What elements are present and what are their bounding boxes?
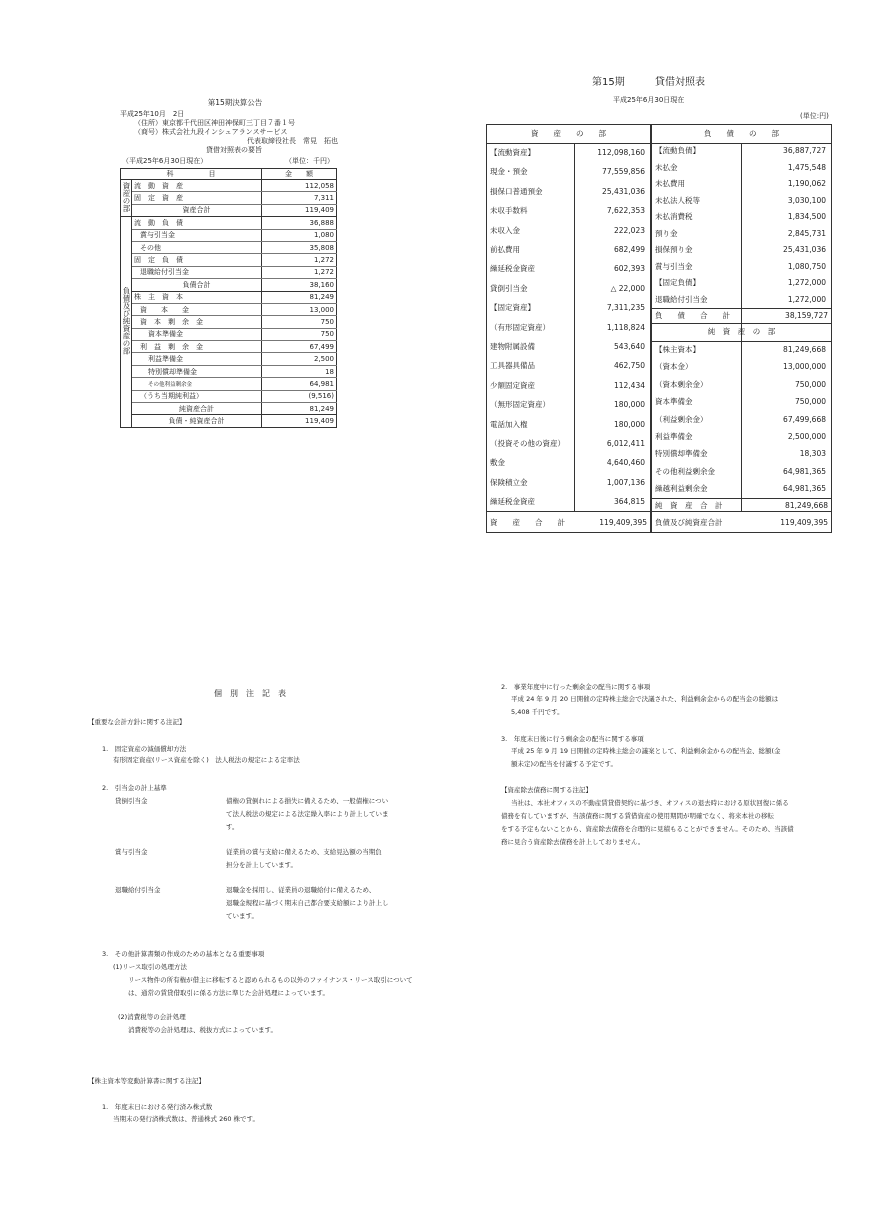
summary-row-label: 退職給付引当金 xyxy=(132,266,262,278)
summary-company: （商号）株式会社九段インシュアランスサービス xyxy=(134,128,288,136)
notes-section-equity: 【株主資本等変動計算書に関する注記】 xyxy=(88,1077,205,1085)
bs-row xyxy=(487,162,650,181)
bs-row-amount: 180,000 xyxy=(613,400,645,410)
notes-item-3-2: (2)消費税等の会計処理 xyxy=(118,1013,186,1021)
summary-row-label: 特別償却準備金 xyxy=(132,365,262,377)
bs-row-label: その他利益剰余金 xyxy=(655,466,715,476)
notes-retirement-line: ています。 xyxy=(226,912,258,920)
bs-row xyxy=(652,209,831,226)
bs-row-label: 退職給付引当金 xyxy=(655,294,708,304)
summary-row-label: 株 主 資 本 xyxy=(132,291,262,303)
bs-row-amount: 81,249,668 xyxy=(783,345,826,354)
bs-row xyxy=(652,376,831,393)
bs-row-amount: 25,431,036 xyxy=(783,245,826,254)
bs-liab-header: 負 債 の 部 xyxy=(652,125,831,144)
notes-dividend-item-3: 3. 年度末日後に行う剰余金の配当に関する事項 xyxy=(501,735,644,743)
bs-row xyxy=(652,275,831,292)
bs-row-label: 前払費用 xyxy=(490,245,520,254)
bs-row-amount: 602,393 xyxy=(613,264,645,274)
bs-row xyxy=(652,226,831,243)
bs-row-label: 工具器具備品 xyxy=(490,361,535,371)
summary-row-label: 利益準備金 xyxy=(132,353,262,365)
bs-row-amount: 13,000,000 xyxy=(783,362,826,372)
bs-row xyxy=(652,242,831,259)
bs-row xyxy=(487,143,650,162)
bs-row-amount: 64,981,365 xyxy=(783,466,826,476)
bs-row xyxy=(487,395,650,414)
summary-row-amount: 64,981 xyxy=(262,378,337,390)
bs-row-amount: 77,559,856 xyxy=(602,167,645,177)
bs-row-label: 建物附属設備 xyxy=(490,342,535,351)
summary-group-liabilities: 負債及び純資産の部 xyxy=(121,217,132,428)
summary-row-amount: 18 xyxy=(262,365,337,377)
bs-row-amount: △ 22,000 xyxy=(610,283,645,293)
summary-row-amount: 38,160 xyxy=(262,279,337,291)
bs-equity-total-label: 純 資 産 合 計 xyxy=(655,501,723,510)
bs-row-label: （有形固定資産） xyxy=(490,322,550,332)
notes-item-3-1: (1)リース取引の処理方法 xyxy=(113,963,187,971)
bs-liabilities-column xyxy=(652,125,831,532)
bs-row-amount: 3,030,100 xyxy=(787,195,826,205)
bs-row-amount: 1,190,062 xyxy=(787,179,826,188)
notes-item-3-2-text: 消費税等の会計処理は、税抜方式によっています。 xyxy=(128,1026,277,1034)
bs-row xyxy=(487,473,650,492)
summary-row-amount: 119,409 xyxy=(262,204,337,216)
bs-row xyxy=(652,411,831,428)
summary-row-amount: 1,272 xyxy=(262,254,337,266)
summary-row-amount: 119,409 xyxy=(262,415,337,427)
notes-item-2: 2. 引当金の計上基準 xyxy=(102,784,167,792)
bs-row xyxy=(652,143,831,160)
summary-title: 第15期決算公告 xyxy=(207,98,263,107)
bs-row-label: 【固定負債】 xyxy=(655,278,700,287)
notes-section-accounting: 【重要な会計方針に関する注記】 xyxy=(88,718,186,726)
bs-row-label: 繰越利益剰余金 xyxy=(655,484,708,494)
notes-section-aro: 【資産除去債務に関する注記】 xyxy=(501,786,592,794)
notes-item-3-1-text: リース物件の所有権が借主に移転すると認められるもの以外のファイナンス・リース取引について xyxy=(128,976,413,984)
notes-item-1-text: 有形固定資産(リース資産を除く) 法人税法の規定による定率法 xyxy=(113,756,300,764)
summary-row-label: 資産合計 xyxy=(132,204,262,216)
notes-aro-line: 当社は、本社オフィスの不動産賃貸借契約に基づき、オフィスの退去時における原状回復に係る xyxy=(511,799,789,807)
bs-row-label: （資本金） xyxy=(655,362,693,372)
summary-table xyxy=(120,168,337,428)
summary-col-item: 科 目 xyxy=(121,169,262,180)
bs-assets-total xyxy=(487,511,650,534)
bs-row xyxy=(487,492,650,511)
bs-row-label: 【固定資産】 xyxy=(490,303,535,313)
bs-as-of: 平成25年6月30日現在 xyxy=(613,96,685,104)
summary-row-amount: 1,272 xyxy=(262,266,337,278)
bs-row xyxy=(487,434,650,453)
notes-dividend-item-3-text: 平成 25 年 9 月 19 日開催の定時株主総会の議案として、利益剰余金からの配当金、総額(金 xyxy=(511,747,781,755)
bs-row-label: 利益準備金 xyxy=(655,432,693,441)
notes-aro-line: 債務を有していますが、当該債務に関する賃借資産の使用期間が明確でなく、将来本社の移転 xyxy=(501,812,774,820)
bs-assets-divider xyxy=(574,143,575,511)
bs-row-label: （投資その他の資産） xyxy=(490,439,565,448)
bs-assets-header: 資 産 の 部 xyxy=(487,125,650,144)
bs-row xyxy=(652,480,831,497)
bs-row-label: 貸倒引当金 xyxy=(490,283,528,293)
summary-row-label: その他 xyxy=(132,241,262,253)
balance-sheet-table xyxy=(486,124,832,533)
summary-group-assets: 資産の部 xyxy=(121,180,132,217)
bs-row-label: 【流動資産】 xyxy=(490,148,535,157)
bs-row-amount: 1,475,548 xyxy=(787,162,826,172)
notes-retirement-line: 退職金規程に基づく期末自己都合要支給額により計上し xyxy=(226,899,389,907)
bs-title: 貸借対照表 xyxy=(655,77,705,88)
bs-row xyxy=(487,240,650,259)
bs-liab-total xyxy=(652,308,831,324)
summary-address: （住所）東京都千代田区神田神保町三丁目７番１号 xyxy=(134,119,295,127)
notes-bonus-label: 賞与引当金 xyxy=(115,848,148,856)
notes-dividend-item-2-text: 5,408 千円です。 xyxy=(511,708,564,716)
bs-row xyxy=(487,337,650,356)
summary-col-amount: 金 額 xyxy=(262,169,337,180)
summary-row-label: 利 益 剰 余 金 xyxy=(132,341,262,353)
bs-row-amount: 750,000 xyxy=(794,397,826,407)
bs-row-label: 電話加入権 xyxy=(490,419,528,429)
notes-aro-line: をする予定もないことから、資産除去債務を合理的に見積もることができません。そのため、当該債 xyxy=(501,825,794,833)
notes-item-3-1-text: は、通常の賃貸借取引に係る方法に準じた会計処理によっています。 xyxy=(128,989,329,997)
bs-row xyxy=(487,453,650,472)
bs-row-label: 資本準備金 xyxy=(655,397,693,407)
bs-assets-column xyxy=(487,125,650,532)
notes-equity-item-1-text: 当期末の発行済株式数は、普通株式 260 株です。 xyxy=(113,1115,260,1123)
summary-row-label: 流 動 資 産 xyxy=(132,180,262,192)
bs-row xyxy=(652,358,831,375)
bs-row-label: 未収手数料 xyxy=(490,206,528,216)
bs-row-amount: 1,118,824 xyxy=(606,322,645,332)
bs-le-total-amount: 119,409,395 xyxy=(780,518,828,527)
bs-row xyxy=(487,415,650,434)
bs-row-amount: 1,080,750 xyxy=(787,261,826,271)
summary-date: 平成25年10月 2日 xyxy=(120,110,185,118)
bs-row xyxy=(487,356,650,375)
summary-row-amount: 81,249 xyxy=(262,403,337,415)
bs-le-total xyxy=(652,511,831,534)
bs-row-label: （利益剰余金） xyxy=(655,414,708,424)
bs-row-amount: 1,272,000 xyxy=(787,294,826,304)
bs-row-label: 少額固定資産 xyxy=(490,380,535,390)
bs-row-amount: 36,887,727 xyxy=(783,146,826,155)
notes-item-3: 3. その他計算書類の作成のための基本となる重要事項 xyxy=(102,950,265,958)
notes-allowance-line: す。 xyxy=(226,823,239,831)
summary-row-amount: 750 xyxy=(262,328,337,340)
bs-row-label: （資本剰余金） xyxy=(655,379,708,389)
notes-retirement-line: 退職金を採用し、従業員の退職給付に備えるため、 xyxy=(226,886,376,894)
notes-allowance-line: 債権の貸倒れによる損失に備えるため、一般債権につい xyxy=(226,797,389,805)
summary-row-label: 資 本 金 xyxy=(132,303,262,315)
bs-row-label: 現金・預金 xyxy=(490,167,528,177)
bs-row xyxy=(487,201,650,220)
bs-row-amount: 7,311,235 xyxy=(606,303,645,313)
bs-row-label: 未払消費税 xyxy=(655,212,693,221)
bs-equity-total xyxy=(652,498,831,512)
bs-row-label: 特別償却準備金 xyxy=(655,449,708,459)
bs-row xyxy=(487,279,650,298)
bs-row-label: 未払金 xyxy=(655,162,678,172)
bs-row xyxy=(652,176,831,193)
summary-row-label: （うち当期純利益） xyxy=(132,390,262,402)
bs-row xyxy=(652,445,831,462)
summary-row-amount: 13,000 xyxy=(262,303,337,315)
summary-row-label: 負債合計 xyxy=(132,279,262,291)
bs-row-amount: 112,098,160 xyxy=(597,148,645,157)
bs-row-label: 保険積立金 xyxy=(490,477,528,487)
bs-row xyxy=(652,463,831,480)
notes-allowance-label: 貸倒引当金 xyxy=(115,797,148,805)
bs-row-label: 未払法人税等 xyxy=(655,195,700,205)
summary-row-label: 流 動 負 債 xyxy=(132,217,262,229)
bs-liab-total-label: 負 債 合 計 xyxy=(655,311,730,320)
notes-aro-line: 務に見合う資産除去債務を計上しておりません。 xyxy=(501,838,645,846)
summary-row-label: 負債・純資産合計 xyxy=(132,415,262,427)
bs-row-label: 敷金 xyxy=(490,458,505,468)
notes-allowance-line: て法人税法の規定による法定繰入率により計上していま xyxy=(226,810,389,818)
summary-row-label: 資 本 剰 余 金 xyxy=(132,316,262,328)
bs-row xyxy=(487,182,650,201)
bs-row-label: 【流動負債】 xyxy=(655,146,700,155)
bs-row-amount: 750,000 xyxy=(794,379,826,389)
bs-row-amount: 64,981,365 xyxy=(783,484,826,494)
notes-bonus-line: 従業員の賞与支給に備えるため、支給見込額の当期負 xyxy=(226,848,382,856)
bs-row-label: 【株主資本】 xyxy=(655,345,700,354)
bs-row xyxy=(652,428,831,445)
bs-row xyxy=(487,221,650,240)
bs-row xyxy=(652,259,831,276)
bs-row xyxy=(652,160,831,177)
notes-equity-item-1: 1. 年度末日における発行済み株式数 xyxy=(102,1103,213,1111)
bs-le-total-label: 負債及び純資産合計 xyxy=(655,518,723,527)
summary-row-label: 資本準備金 xyxy=(132,328,262,340)
summary-representative: 代表取締役社長 常見 拓也 xyxy=(247,137,338,145)
bs-row xyxy=(652,393,831,410)
summary-row-label: その他利益剰余金 xyxy=(132,378,262,390)
summary-row-amount: 7,311 xyxy=(262,192,337,204)
bs-row xyxy=(652,341,831,358)
summary-row-label: 賞与引当金 xyxy=(132,229,262,241)
bs-row-amount: 364,815 xyxy=(613,497,645,507)
bs-row-amount: 7,622,353 xyxy=(606,206,645,216)
bs-row-amount: 25,431,036 xyxy=(602,186,645,196)
summary-row-amount: (9,516) xyxy=(262,390,337,402)
notes-retirement-label: 退職給付引当金 xyxy=(115,886,161,894)
bs-row-label: 未収入金 xyxy=(490,225,520,235)
bs-row-label: 損保預り金 xyxy=(655,245,693,254)
summary-row-label: 固 定 資 産 xyxy=(132,192,262,204)
bs-row-amount: 1,272,000 xyxy=(787,278,826,287)
bs-row xyxy=(652,292,831,309)
bs-row-amount: 180,000 xyxy=(613,419,645,429)
bs-row-amount: 4,640,460 xyxy=(606,458,645,468)
summary-row-amount: 750 xyxy=(262,316,337,328)
bs-row-label: 賞与引当金 xyxy=(655,261,693,271)
bs-assets-total-label: 資 産 合 計 xyxy=(490,518,565,527)
bs-assets-total-amount: 119,409,395 xyxy=(599,518,647,527)
notes-dividend-item-3-text: 額未定)の配当を付議する予定です。 xyxy=(511,760,618,768)
bs-row xyxy=(487,376,650,395)
summary-row-label: 固 定 負 債 xyxy=(132,254,262,266)
bs-row-amount: 543,640 xyxy=(613,342,645,351)
notes-dividend-item-2: 2. 事業年度中に行った剰余金の配当に関する事項 xyxy=(501,683,651,691)
summary-unit: （単位：千円） xyxy=(285,157,334,165)
bs-row-label: 繰延税金資産 xyxy=(490,264,535,274)
bs-row-amount: 222,023 xyxy=(613,225,645,235)
bs-row-label: 未払費用 xyxy=(655,179,685,188)
summary-announcement xyxy=(120,98,350,155)
bs-row-amount: 18,303 xyxy=(799,449,826,459)
summary-row-amount: 1,080 xyxy=(262,229,337,241)
summary-row-amount: 36,888 xyxy=(262,217,337,229)
bs-row-amount: 462,750 xyxy=(613,361,645,371)
bs-row-label: （無形固定資産） xyxy=(490,400,550,410)
summary-row-amount: 35,808 xyxy=(262,241,337,253)
summary-row-amount: 112,058 xyxy=(262,180,337,192)
bs-equity-header-label: 純 資 産 の 部 xyxy=(707,327,776,336)
bs-row-amount: 2,845,731 xyxy=(787,228,826,238)
notes-item-1: 1. 固定資産の減価償却方法 xyxy=(102,745,187,753)
summary-row-amount: 2,500 xyxy=(262,353,337,365)
bs-period: 第15期 xyxy=(592,77,625,88)
bs-row xyxy=(487,259,650,278)
notes-title: 個 別 注 記 表 xyxy=(214,689,286,698)
bs-row-label: 繰延税金資産 xyxy=(490,497,535,507)
summary-as-of: （平成25年6月30日現在） xyxy=(122,157,208,165)
bs-row-amount: 112,434 xyxy=(613,380,645,390)
summary-row-label: 純資産合計 xyxy=(132,403,262,415)
bs-row-amount: 2,500,000 xyxy=(787,432,826,441)
bs-equity-total-amount: 81,249,668 xyxy=(785,501,828,510)
bs-row xyxy=(487,298,650,317)
summary-row-amount: 67,499 xyxy=(262,341,337,353)
bs-row-amount: 1,007,136 xyxy=(606,477,645,487)
bs-row-amount: 6,012,411 xyxy=(606,439,645,448)
bs-unit: (単位:円) xyxy=(800,112,829,120)
notes-bonus-line: 担分を計上しています。 xyxy=(226,861,297,869)
bs-liab-total-amount: 38,159,727 xyxy=(785,311,828,320)
bs-row-amount: 67,499,668 xyxy=(783,414,826,424)
bs-row-label: 損保口普通預金 xyxy=(490,186,543,196)
bs-row-label: 預り金 xyxy=(655,228,678,238)
notes-dividend-item-2-text: 平成 24 年 9 月 20 日開催の定時株主総会で決議された、利益剰余金からの配当金の総額は xyxy=(511,695,779,703)
bs-row xyxy=(487,318,650,337)
bs-row xyxy=(652,193,831,210)
bs-equity-header xyxy=(652,323,831,342)
summary-row-amount: 81,249 xyxy=(262,291,337,303)
bs-row-amount: 682,499 xyxy=(613,245,645,254)
bs-row-amount: 1,834,500 xyxy=(787,212,826,221)
summary-subtitle: 貸借対照表の要旨 xyxy=(206,146,262,154)
